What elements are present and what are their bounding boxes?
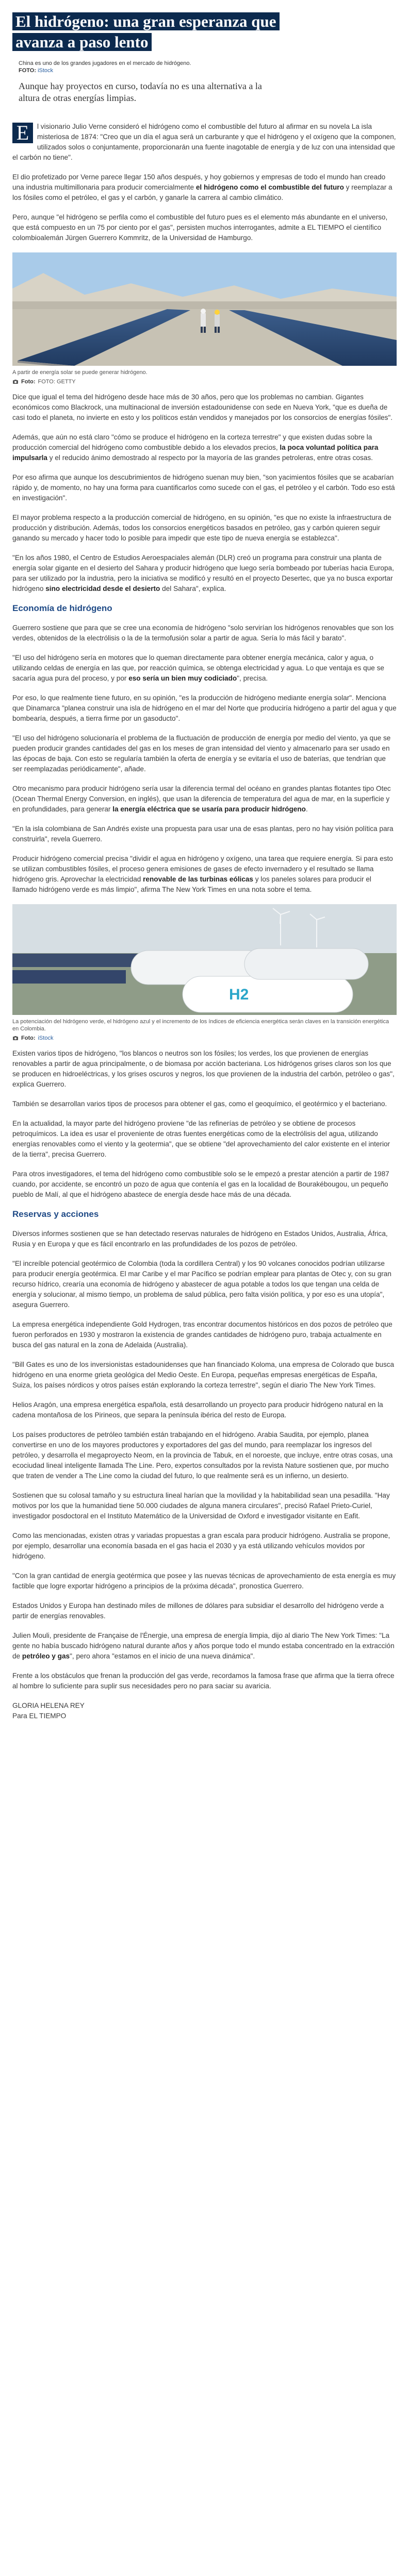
paragraph-5 (12, 432, 397, 463)
headline-block (12, 0, 397, 53)
paragraph-31: Frente a los obstáculos que frenan la producción del gas verde, recordamos la famosa frase que afirma que la tierra ofrece al hombre lo suficiente para suplir sus necesidades pero no para saciar su avaricia. (12, 1672, 395, 1690)
p2-pre: El dio profetizado por Verne parece llegar 150 años después, y hoy gobiernos y empresas de todo el mundo han creado una industria multimillonaria para producir comercialmente (12, 173, 386, 191)
p15-post: y los paneles solares para producir el llamado hidrógeno verde es más limpio", afirma The New York Times en una nota sobre el tema. (12, 875, 371, 893)
top-caption (12, 60, 397, 74)
paragraph-27: Como las mencionadas, existen otras y variadas propuestas a gran escala para producir hidrógeno. Australia se propone, por ejemplo, desarrollar una economía basada en el gas hacia el 2030 y ya está utilizando vehículos movidos por hidrógeno. (12, 1532, 390, 1560)
paragraph-14: "En la isla colombiana de San Andrés existe una propuesta para usar una de esas plantas, pero no hay visión política para construirla", revela Guerrero. (12, 825, 394, 843)
figure-tanks-caption: La potenciación del hidrógeno verde, el hidrógeno azul y el incremento de los índices de eficiencia energética serán claves en la transición energética en Colombia. (12, 1019, 389, 1032)
paragraph-3: Pero, aunque "el hidrógeno se perfila como el combustible del futuro pues es el elemento más abundante en el universo, que está compuesto en un 75 por ciento por el gas", persisten muchos interrogantes, admite a EL TIEMPO el científico colombioalemán Jürgen Guerrero Kommritz, de la Universidad de Hamburgo. (12, 213, 388, 242)
solar-panels-image (12, 252, 397, 366)
camera-icon (12, 379, 19, 385)
paragraph-21: "El increíble potencial geotérmico de Colombia (toda la cordillera Central) y los 90 volcanes conocidos podrían utilizarse para producir energía geotérmica. El mar Caribe y el mar Pacífico se podrían emplear para plantas de Otec y, con su gran recurso hídrico, crearía una economía de hidrógeno y abastecer de agua potable a todos los que tengan una celda de energía y solucionar, al mismo tiempo, un problema de salud pública, pero falta visión política, y por eso es una utopía", asegura Guerrero. (12, 1260, 391, 1309)
author-signature (12, 1701, 397, 1721)
p15-pre: Producir hidrógeno comercial precisa "dividir el agua en hidrógeno y oxígeno, una tarea que requiere energía. Si para esto se utilizan combustibles fósiles, el proceso genera emisiones de gases de efecto invernadero y el resultado se llama hidrógeno gris. Aprovechar la electricidad (12, 855, 393, 883)
p2-bold: el hidrógeno como el combustible del futuro (195, 183, 344, 191)
paragraph-24: Helios Aragón, una empresa energética española, está desarrollando un proyecto para producir hidrógeno natural en la cadena montañosa de los Pirineos, que separa la península ibérica del resto de Europa. (12, 1401, 383, 1419)
paragraph-17: También se desarrollan varios tipos de procesos para obtener el gas, como el geoquímico, el geotérmico y el bacteriano. (12, 1100, 387, 1108)
p8-bold: sino electricidad desde el desierto (45, 585, 160, 592)
paragraph-15 (12, 854, 397, 895)
p13-bold: la energía eléctrica que se usaría para producir hidrógeno (112, 805, 306, 813)
svg-text:H2: H2 (229, 986, 249, 1003)
top-caption-photo-label: FOTO: (19, 67, 37, 74)
p8-pre: "En los años 1980, el Centro de Estudios Aeroespaciales alemán (DLR) creó un programa para construir una planta de energía solar gigante en el desierto del Sahara y producir hidrógeno que luego sería bombeado por tuberías hacia Europa, para ser utilizado por la industria, pero la iniciativa se modificó y resultó en el proyecto Desertec, que ya no busca exportar hidrógeno (12, 554, 394, 592)
hydrogen-tanks-image (12, 904, 397, 1015)
paragraph-11: Por eso, lo que realmente tiene futuro, en su opinión, "es la producción de hidrógeno mediante energía solar". Menciona que Dinamarca "planea construir una isla de hidrógeno en el mar del Norte que produciría hidrógeno a partir del agua y que bombearía, después, a tierra firme por un gasoducto". (12, 694, 397, 722)
figure-tanks-source (12, 1035, 397, 1041)
p30-pre: Julien Mouli, presidente de Française de l'Énergie, una empresa de energía limpia, dijo al diario The New York Times: "La gente no había buscado hidrógeno natural durante años y años porque todo el mundo estaba concentrado en la extracción de (12, 1632, 395, 1660)
figure-solar-photo-label: Foto: (21, 379, 36, 385)
author-outlet: Para EL TIEMPO (12, 1712, 67, 1720)
paragraph-6: Por eso afirma que aunque los descubrimientos de hidrógeno suenan muy bien, "son yacimientos fósiles que se acabarían rápido y, de momento, no hay una forma para cuantificarlos como sucede con el gas, el petróleo y el carbón. Todo eso está en investigación". (12, 473, 395, 502)
paragraph-10 (12, 653, 397, 684)
paragraph-26: Sostienen que su colosal tamaño y su estructura lineal harían que la movilidad y la habitabilidad sean una pesadilla. "Hay motivos por los que la humanidad tiene 50.000 ciudades de alguna manera circulares", precisó Rafael Prieto-Curiel, investigador posdoctoral en el Instituto Matemático de la Universidad de Oxford e investigador visitante en Eafit. (12, 1492, 390, 1520)
figure-solar (12, 252, 397, 385)
p8-post: del Sahara", explica. (160, 585, 226, 592)
article-subtitle: Aunque hay proyectos en curso, todavía no es una alternativa a la altura de otras energías limpias. (19, 81, 262, 103)
paragraph-23: "Bill Gates es uno de los inversionistas estadounidenses que han financiado Koloma, una empresa de Colorado que busca hidrógeno en una enorme grieta geológica del Medio Oeste. En Europa, pequeñas empresas energéticas de España, Suiza, los países nórdicos y otros países están explorando la corteza terrestre", según el diario The New York Times. (12, 1361, 395, 1389)
paragraph-7: El mayor problema respecto a la producción comercial de hidrógeno, en su opinión, "es que no existe la infraestructura de producción y distribución. Además, todos los consorcios energéticos basados en petróleo, gas y carbón quieren seguir ganando su mercado y hacer todo lo posible para impedir que este tipo de nueva energía se establezca". (12, 514, 391, 542)
p15-bold: renovable de las turbinas eólicas (143, 875, 253, 883)
paragraph-28: "Con la gran cantidad de energía geotérmica que posee y las nuevas técnicas de aprovechamiento de esta energía es muy factible que logre exportar hidrógeno a principios de la próxima década", pronostica Guerrero. (12, 1572, 396, 1590)
paragraph-30 (12, 1631, 397, 1662)
paragraph-16: Existen varios tipos de hidrógeno, "los blancos o neutros son los fósiles; los verdes, los que provienen de energías renovables a partir de agua principalmente, o de biomasa por acción bacteriana. Los hidrógenos grises claros son los que se producen en hidroeléctricas, y los grises oscuros y negros, los que provienen de la industria del carbón, petróleo o gas", explica Guerrero. (12, 1049, 395, 1088)
p13-post: . (305, 805, 308, 813)
intro-text: l visionario Julio Verne consideró el hidrógeno como el combustible del futuro al afirmar en su novela La isla misteriosa de 1874: "Creo que un día el agua será un carburante y que el hidrógeno y el oxígeno que la componen, utilizados solos o conjuntamente, proporcionarán una fuente inagotable de energía y de luz con una intensidad que el carbón no tiene". (12, 123, 396, 161)
article-headline: El hidrógeno: una gran esperanza que avanza a paso lento (12, 12, 280, 51)
paragraph-8 (12, 553, 397, 594)
paragraph-2 (12, 172, 397, 203)
paragraph-25: Los países productores de petróleo también están trabajando en el hidrógeno. Arabia Saudita, por ejemplo, planea convertirse en uno de los mayores productores y exportadores del gas del mundo, para reemplazar los ingresos del petróleo, y desarrolla el megaproyecto Neom, en la provincia de Tabuk, en el noroeste, que incluye, entre otras cosas, una ecociudad lineal inteligente llamada The Line. Pero, expertos consultados por la revista Nature sostienen que, por mucho que traten de vender a The Line como la ciudad del futuro, lo que realmente será es un infierno, un desierto. (12, 1431, 393, 1480)
figure-tanks-photo-label: Foto: (21, 1035, 36, 1041)
paragraph-18: En la actualidad, la mayor parte del hidrógeno proviene "de las refinerías de petróleo y se obtiene de procesos petroquímicos. La idea es usar el proveniente de otras fuentes energéticas como de la electrólisis del agua, utilizando energías renovables como el viento y la geotermia", que se obtiene "del aprovechamiento del calor existente en el interior de la tierra", precisa Guerrero. (12, 1120, 390, 1158)
figure-solar-caption: A partir de energía solar se puede generar hidrógeno. (12, 369, 148, 376)
figure-solar-source (12, 379, 397, 385)
p5-post: y el reducido ánimo demostrado al respecto por la mayoría de las grandes petroleras, entre otras cosas. (47, 454, 373, 462)
p30-bold: petróleo y gas (22, 1652, 70, 1660)
top-caption-text: China es uno de los grandes jugadores en el mercado de hidrógeno. (19, 60, 191, 66)
tanks-illustration (12, 904, 397, 1015)
figure-hydrogen-tanks (12, 904, 397, 1041)
solar-illustration (12, 252, 397, 366)
intro-paragraph (12, 122, 397, 163)
paragraph-12: "El uso del hidrógeno solucionaría el problema de la fluctuación de producción de energía por medio del viento, ya que se pueden producir grandes cantidades del gas en los meses de gran intensidad del viento y almacenarlo para ser usado en las épocas de baja. Con esto se regularía también la oferta de energía y se evitaría el uso de baterías, que tendrían que ser reemplazadas periódicamente", añade. (12, 734, 391, 773)
paragraph-9: Guerrero sostiene que para que se cree una economía de hidrógeno "solo servirían los hidrógenos renovables que son los verdes, obtenidos de la electrólisis o la de la termofusión solar a partir de agua. Sería lo más fácil y barato". (12, 624, 394, 642)
top-caption-photo-source[interactable]: iStock (38, 67, 54, 74)
paragraph-20: Diversos informes sostienen que se han detectado reservas naturales de hidrógeno en Estados Unidos, Australia, África, Rusia y en Europa y que es fácil encontrarlo en las profundidades de los pozos de petróleo. (12, 1230, 388, 1248)
paragraph-22: La empresa energética independiente Gold Hydrogen, tras encontrar documentos históricos en dos pozos de petróleo que fueron perforados en 1930 y mostraron la existencia de grandes cantidades de hidrógeno puro, trabaja actualmente en busca del gas natural en la zona de Adelaida (Australia). (12, 1320, 392, 1349)
paragraph-4: Dice que igual el tema del hidrógeno desde hace más de 30 años, pero que los problemas no cambian. Gigantes económicos como Blackrock, una multinacional de inversión estadounidense con sede en Nueva York, "que es dueña de casi todo el planeta, no invierte en esto y los políticos están vendidos y manejados por los consorcios de energías fósiles". (12, 393, 393, 421)
section-reservas: Reservas y acciones (12, 1209, 99, 1219)
camera-icon (12, 1035, 19, 1041)
paragraph-19: Para otros investigadores, el tema del hidrógeno como combustible solo se le empezó a prestar atención a partir de 1987 cuando, por accidente, se encontró un pozo de agua que contenía el gas en la localidad de Bourakébougou, un pequeño pueblo de Malí, al que el hidrógeno abastece de energía desde hace más de una década. (12, 1170, 389, 1198)
paragraph-13 (12, 784, 397, 815)
p5-pre: Además, que aún no está claro "cómo se produce el hidrógeno en la corteza terrestre" y que existen dudas sobre la producción comercial del hidrógeno como combustible debido a los elevados precios, (12, 433, 372, 451)
p10-pre: "El uso del hidrógeno sería en motores que lo queman directamente para obtener energía mecánica, calor y agua, o utilizando celdas de energía en las que, por reacción química, se obtenga electricidad y agua. Lo que ventaja es que se sacaría agua pura del proceso, y por (12, 654, 384, 682)
figure-solar-photo-source: FOTO: GETTY (38, 379, 76, 385)
p13-pre: Otro mecanismo para producir hidrógeno sería usar la diferencia termal del océano en grandes plantas flotantes tipo Otec (Ocean Thermal Energy Conversion, en inglés), que usan la diferencia de temperatura del agua de mar, en la superficie y en profundidades, para generar (12, 785, 391, 813)
drop-cap: E (12, 123, 33, 143)
article-body (12, 122, 397, 1721)
p10-bold: eso sería un bien muy codiciado (128, 674, 237, 682)
p30-post: ", pero ahora "estamos en el inicio de una nueva dinámica". (70, 1652, 255, 1660)
p5-bold: la poca voluntad política para impulsarla (12, 444, 379, 462)
paragraph-29: Estados Unidos y Europa han destinado miles de millones de dólares para subsidiar el desarrollo del hidrógeno verde a partir de energías renovables. (12, 1602, 384, 1620)
p10-post: ", precisa. (237, 674, 268, 682)
section-economia: Economía de hidrógeno (12, 603, 112, 613)
p2-post: y reemplazar a los fósiles como el petróleo, el gas y el carbón, y ganarle la carrera al cambio climático. (12, 183, 392, 201)
author-name: GLORIA HELENA REY (12, 1702, 85, 1709)
figure-tanks-photo-source[interactable]: iStock (38, 1035, 54, 1041)
